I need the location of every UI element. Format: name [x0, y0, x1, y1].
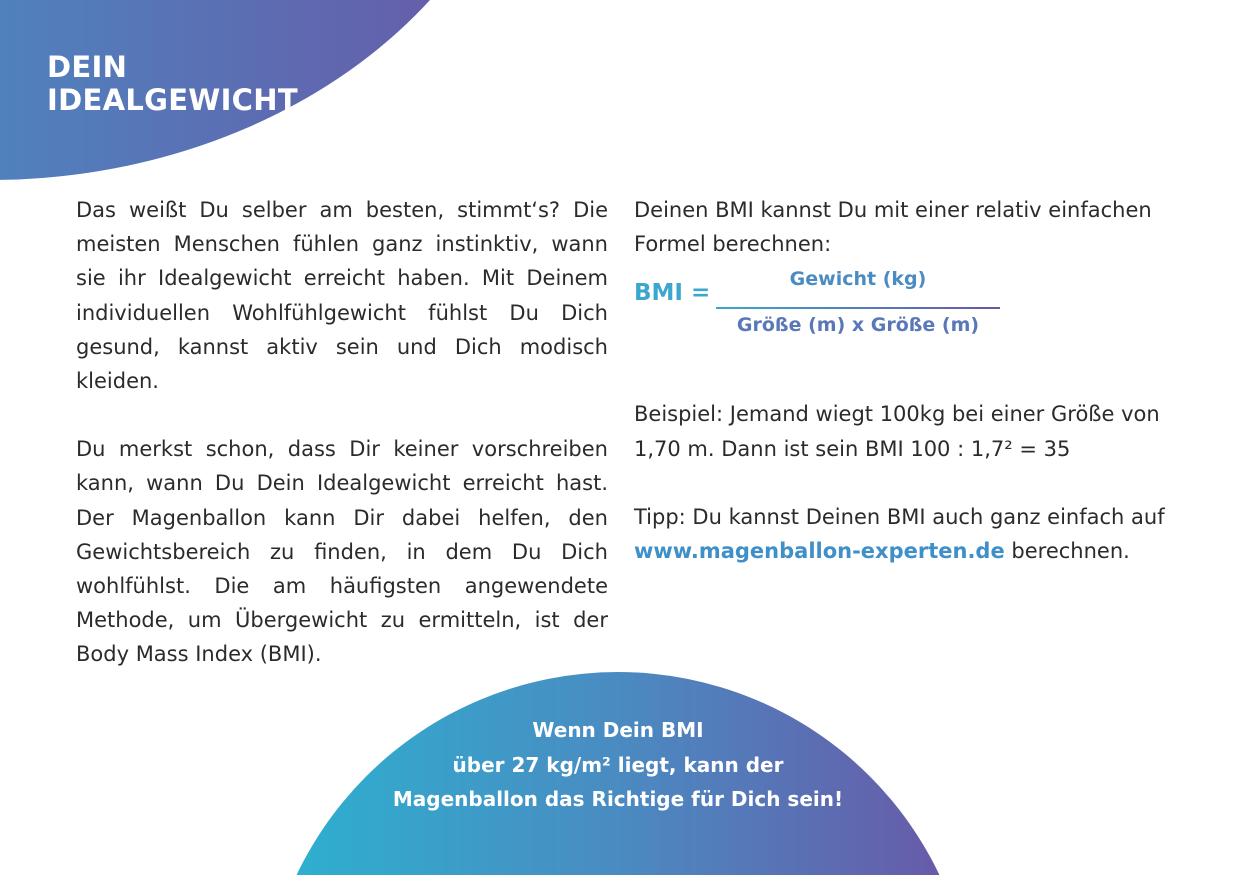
bmi-formula: [634, 193, 1167, 337]
page-title: [47, 51, 298, 117]
callout-line-3: Magenballon das Richtige für Dich sein!: [392, 787, 844, 811]
fraction-numerator: Gewicht (kg): [789, 268, 927, 291]
formula-intro: Deinen BMI kannst Du mit einer relativ einfachen Formel berechnen:: [634, 198, 1152, 257]
example-paragraph: Beispiel: Jemand wiegt 100kg bei einer Größe von 1,70 m. Dann ist sein BMI 100 : 1,7² = 35: [634, 402, 1160, 461]
website-link[interactable]: www.magenballon-experten.de: [634, 539, 1005, 564]
fraction-denominator: Größe (m) x Größe (m): [736, 314, 980, 337]
tip-prefix: Tipp: Du kannst Deinen BMI auch ganz einfach auf: [634, 504, 1165, 529]
callout-line-1: Wenn Dein BMI: [532, 718, 704, 742]
intro-paragraph: Das weißt Du selber am besten, stimmt‘s? Die meisten Menschen fühlen ganz instinktiv, wann sie ihr Idealgewicht erreicht haben. Mit Deinem individuellen Wohlfühlgewicht fühlst Du Dich gesund, kannst aktiv sein und Dich modisch kleiden.: [76, 198, 608, 394]
title-line-1: DEIN: [47, 50, 128, 84]
right-column: [634, 193, 1167, 568]
title-line-2: IDEALGEWICHT: [47, 83, 298, 117]
tip-paragraph: [634, 500, 1167, 568]
fraction-line: [716, 307, 1000, 309]
tip-suffix: berechnen.: [1011, 539, 1130, 564]
callout-line-2: über 27 kg/m² liegt, kann der: [452, 752, 784, 777]
bmi-callout: [262, 713, 974, 817]
left-column: [76, 193, 608, 672]
bmi-formula-label: BMI =: [634, 280, 711, 307]
bmi-paragraph: Du merkst schon, dass Dir keiner vorschreiben kann, wann Du Dein Idealgewicht erreicht hast. Der Magenballon kann Dir dabei helfen, den Gewichtsbereich zu finden, in dem Du Dich wohlfühlst. Die am häufigsten angewendete Methode, um Übergewicht zu ermitteln, ist der Body Mass Index (BMI).: [76, 437, 608, 667]
